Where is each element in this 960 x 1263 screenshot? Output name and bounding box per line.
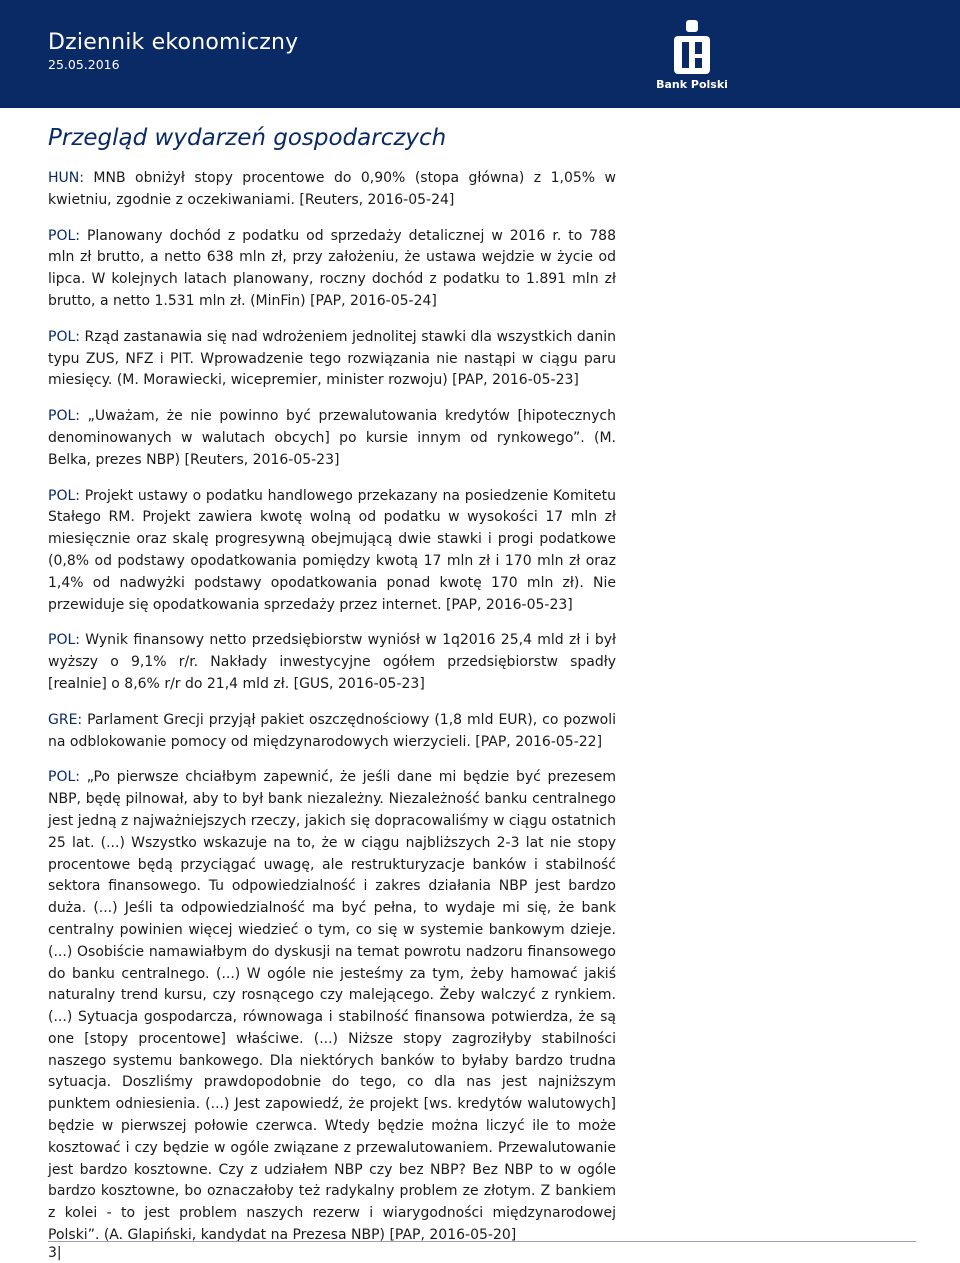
brand-name: Bank Polski <box>656 78 728 91</box>
page-header <box>0 0 960 108</box>
header-date: 25.05.2016 <box>48 57 120 72</box>
news-list <box>48 168 616 1261</box>
page-number: 3| <box>48 1245 62 1261</box>
news-text: „Po pierwsze chciałbym zapewnić, że jeśli dane mi będzie być prezesem NBP, będę pilnował, aby to był bank niezależny. Niezależność banku centralnego jest jedną z najważniejszych rzeczy, jakich się dopracowaliśmy w ciągu ostatnich 25 lat. (...) Wszystko wskazuje na to, że w ciągu najbliższych 2-3 lat nie stopy procentowe będą przyciągać uwagę, ale restrukturyzacje banków i stabilność sektora finansowego. Tu odpowiedzialność i zakres działania NBP jest bardzo duża. (...) Jeśli ta odpowiedzialność ma być pełna, to wydaje mi się, że bank centralny powinien więcej wiedzieć o tym, co się w systemie bankowym dzieje. (...) Osobiście namawiałbym do dyskusji na temat powrotu nadzoru finansowego do banku centralnego. (...) W ogóle nie jesteśmy za tym, żeby hamować jakiś naturalny trend kursu, czy rosnącego czy malejącego. Żeby walczyć z rynkiem. (...) Sytuacja gospodarcza, równowaga i stabilność finansowa potwierdza, że są one [stopy procentowe] właściwe. (...) Niższe stopy zagroziłyby stabilności naszego systemu bankowego. Dla niektórych banków to byłaby bardzo trudna sytuacja. Doszliśmy prawdopodobnie do tego, co dla nas jest najniższym punktem odniesienia. (...) Jest zapowiedź, że projekt [ws. kredytów walutowych] będzie w pierwszej połowie czerwca. Wtedy będzie można liczyć ile to może kosztować i czy będzie w ogóle związane z przewalutowaniem. Przewalutowanie jest bardzo kosztowne. Czy z udziałem NBP czy bez NBP? Bez NBP to w ogóle bardzo kosztowne, bo oznaczałoby też radykalny problem ze złotym. Z bankiem z kolei - to jest problem naszych rezerw i wiarygodności międzynarodowej Polski”. (A. Glapiński, kandydat na Prezesa NBP) [PAP, 2016-05-20] <box>48 769 616 1244</box>
country-code: HUN: <box>48 170 84 186</box>
news-item <box>48 486 616 617</box>
news-text: Rząd zastanawia się nad wdrożeniem jednolitej stawki dla wszystkich danin typu ZUS, NFZ i PIT. Wprowadzenie tego rozwiązania nie nastąpi w ciągu paru miesięcy. (M. Morawiecki, wicepremier, minister rozwoju) [PAP, 2016-05-23] <box>48 328 616 389</box>
news-item <box>48 710 616 754</box>
country-code: POL: <box>48 632 80 649</box>
news-text: MNB obniżył stopy procentowe do 0,90% (stopa główna) z 1,05% w kwietniu, zgodnie z oczekiwaniami. [Reuters, 2016-05-24] <box>48 170 616 208</box>
country-code: POL: <box>48 227 80 244</box>
news-item <box>48 630 616 695</box>
news-text: Planowany dochód z podatku od sprzedaży detalicznej w 2016 r. to 788 mln zł brutto, a netto 638 mln zł, przy założeniu, że ustawa wejdzie w życie od lipca. W kolejnych latach planowany, roczny dochód z podatku to 1.891 mln zł brutto, a netto 1.531 mln zł. (MinFin) [PAP, 2016-05-24] <box>48 227 616 309</box>
country-code: POL: <box>48 328 80 345</box>
news-text: Wynik finansowy netto przedsiębiorstw wyniósł w 1q2016 25,4 mld zł i był wyższy o 9,1% r/r. Nakłady inwestycyjne ogółem przedsiębiorstw spadły [realnie] o 8,6% r/r do 21,4 mld zł. [GUS, 2016-05-23] <box>48 632 616 692</box>
country-code: POL: <box>48 769 80 786</box>
news-item <box>48 406 616 471</box>
news-text: Projekt ustawy o podatku handlowego przekazany na posiedzenie Komitetu Stałego RM. Projekt zawiera kwotę wolną od podatku w wysokości 17 mln zł miesięcznie oraz skalę progresywną obejmującą dwie stawki i progi podatkowe (0,8% od podstawy opodatkowania pomiędzy kwotą 17 mln zł i 170 mln zł oraz 1,4% od nadwyżki podstawy opodatkowania ponad kwotę 170 mln zł). Nie przewiduje się opodatkowania sprzedaży przez internet. [PAP, 2016-05-23] <box>48 487 616 613</box>
country-code: POL: <box>48 408 80 425</box>
country-code: POL: <box>48 487 80 504</box>
header-title: Dziennik ekonomiczny <box>48 30 299 55</box>
news-item <box>48 226 616 313</box>
news-item <box>48 767 616 1247</box>
footer-divider <box>48 1241 916 1242</box>
news-item <box>48 327 616 392</box>
country-code: GRE: <box>48 711 83 728</box>
news-text: „Uważam, że nie powinno być przewalutowania kredytów [hipotecznych denominowanych w walutach obcych] po kursie innym od rynkowego”. (M. Belka, prezes NBP) [Reuters, 2016-05-23] <box>48 408 616 468</box>
news-text: Parlament Grecji przyjął pakiet oszczędnościowy (1,8 mld EUR), co pozwoli na odblokowanie pomocy od międzynarodowych wierzycieli. [PAP, 2016-05-22] <box>48 711 616 750</box>
news-item <box>48 168 616 212</box>
page-title: Przegląd wydarzeń gospodarczych <box>48 125 447 151</box>
